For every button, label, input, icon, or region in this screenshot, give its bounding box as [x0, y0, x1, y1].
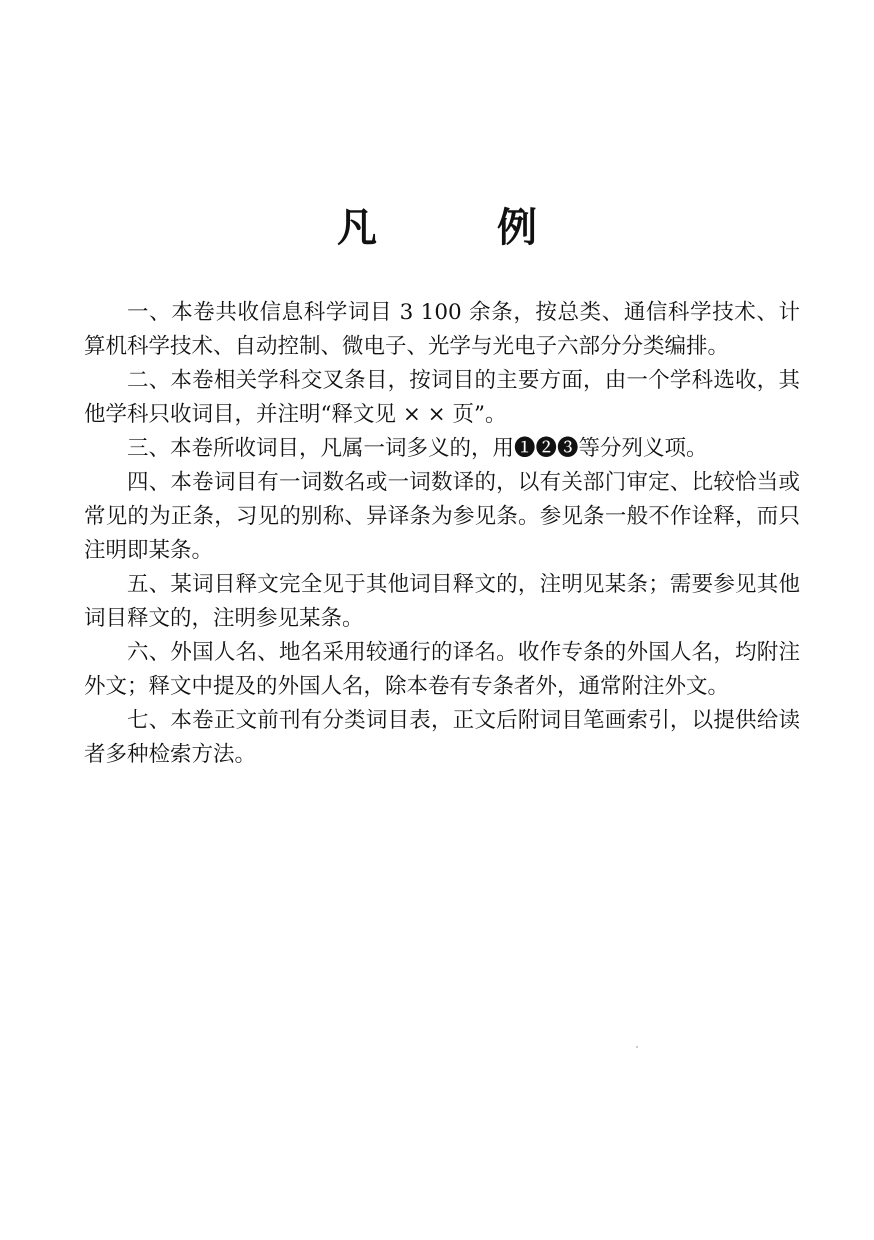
paragraph-2: 二、本卷相关学科交叉条目，按词目的主要方面，由一个学科选收，其他学科只收词目，并注明“释文见 × × 页”。	[84, 368, 800, 427]
paragraph-3: 三、本卷所收词目，凡属一词多义的，用❶❷❸等分列义项。	[127, 436, 708, 461]
page-title: 凡 例	[337, 205, 577, 251]
scan-speck	[636, 1046, 638, 1048]
paragraph-5: 五、某词目释文完全见于其他词目释文的，注明见某条；需要参见其他词目释文的，注明参见某条。	[84, 572, 800, 631]
body-text	[84, 296, 800, 772]
paragraph-1: 一、本卷共收信息科学词目 3 100 余条，按总类、通信科学技术、计算机科学技术、自动控制、微电子、光学与光电子六部分分类编排。	[84, 300, 800, 359]
paragraph-6: 六、外国人名、地名采用较通行的译名。收作专条的外国人名，均附注外文；释文中提及的外国人名，除本卷有专条者外，通常附注外文。	[84, 640, 800, 699]
paragraph-7: 七、本卷正文前刊有分类词目表，正文后附词目笔画索引，以提供给读者多种检索方法。	[84, 708, 800, 767]
paragraph-4: 四、本卷词目有一词数名或一词数译的，以有关部门审定、比较恰当或常见的为正条，习见的别称、异译条为参见条。参见条一般不作诠释，而只注明即某条。	[84, 470, 800, 563]
